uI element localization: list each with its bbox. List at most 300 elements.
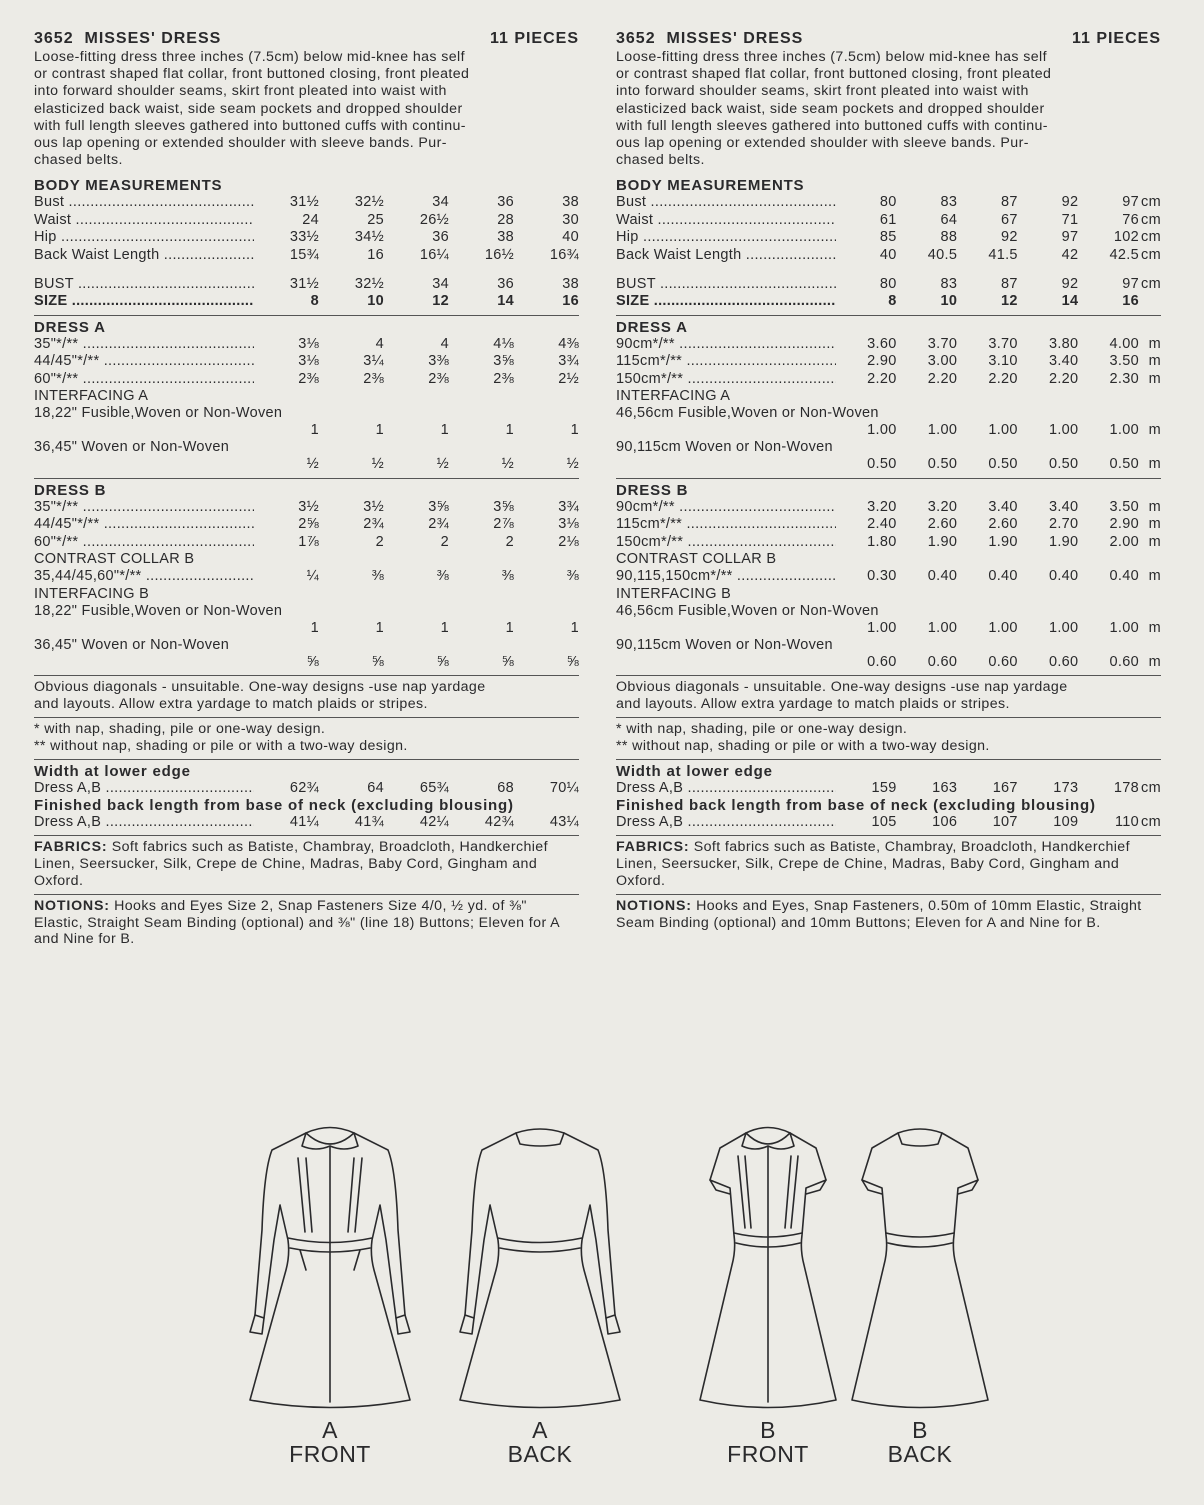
size-value: 31½ bbox=[289, 194, 319, 211]
row-label: BUST ..... bbox=[616, 276, 836, 293]
size-value: 0.60 bbox=[927, 653, 958, 670]
size-value: 3⅛ bbox=[298, 335, 319, 352]
size-value: ⅝ bbox=[306, 653, 319, 670]
size-value: 34 bbox=[432, 194, 449, 211]
size-value: 14 bbox=[1061, 293, 1079, 310]
size-value: 71 bbox=[1061, 211, 1079, 228]
size-value: ⅝ bbox=[566, 653, 579, 670]
nap-notes: * with nap, shading, pile or one-way design. ** without nap, shading or pile or with a two-way design. bbox=[616, 720, 990, 754]
size-value: 36 bbox=[432, 229, 449, 246]
size-value: 4 bbox=[375, 335, 384, 352]
size-value: ⅝ bbox=[371, 653, 384, 670]
size-value: 41¾ bbox=[354, 813, 384, 830]
row-label: 90,115cm Woven or Non-Woven bbox=[616, 439, 833, 456]
table-row bbox=[616, 780, 1161, 797]
size-row bbox=[34, 293, 579, 310]
fabrics-text: FABRICS: Soft fabrics such as Batiste, Chambray, Broadcloth, Handkerchief Linen, Seersucker, Silk, Crepe de Chine, Madras, Baby Cord, Gingham and Oxford. bbox=[34, 839, 548, 889]
length-heading: Finished back length from base of neck (excluding blousing) bbox=[616, 796, 1096, 814]
size-value: 3.50 bbox=[1109, 353, 1139, 370]
size-value: 0.60 bbox=[867, 653, 897, 670]
size-value: 65¾ bbox=[419, 779, 449, 796]
row-label: Hip ..... bbox=[616, 229, 836, 246]
collar-b-yardage bbox=[616, 568, 1161, 585]
length-row bbox=[616, 814, 1161, 831]
fabrics-text: FABRICS: Soft fabrics such as Batiste, Chambray, Broadcloth, Handkerchief Linen, Seersucker, Silk, Crepe de Chine, Madras, Baby Cord, Gingham and Oxford. bbox=[616, 839, 1130, 889]
size-value: 3.20 bbox=[927, 498, 958, 515]
size-value: 3.80 bbox=[1048, 335, 1079, 352]
piece-count: 11 PIECES bbox=[489, 30, 579, 47]
size-value: 107 bbox=[992, 813, 1018, 830]
size-value: 70¼ bbox=[549, 779, 579, 796]
size-value: 16½ bbox=[484, 246, 514, 263]
size-value: 178 bbox=[1113, 779, 1139, 796]
size-value: 83 bbox=[940, 194, 958, 211]
size-value: 97 bbox=[1061, 229, 1079, 246]
table-row bbox=[616, 654, 1161, 671]
row-label: 150cm*/** ..... bbox=[616, 371, 836, 388]
size-value: 16 bbox=[562, 293, 579, 310]
row-label: 18,22" Fusible,Woven or Non-Woven bbox=[34, 405, 283, 422]
size-value: ½ bbox=[306, 456, 319, 473]
size-value: 24 bbox=[302, 211, 319, 228]
size-value: 10 bbox=[367, 293, 384, 310]
row-label: SIZE ..... bbox=[34, 293, 254, 310]
unit-label: m bbox=[1148, 653, 1161, 670]
size-value: 3¾ bbox=[558, 353, 579, 370]
size-value: 97 bbox=[1122, 194, 1139, 211]
row-label: Dress A,B ..... bbox=[616, 814, 836, 831]
size-value: 8 bbox=[310, 293, 319, 310]
row-label: Bust ..... bbox=[34, 194, 254, 211]
row-label: 35,44/45,60"*/** ..... bbox=[34, 568, 254, 585]
table-row bbox=[616, 422, 1161, 439]
size-value: ½ bbox=[566, 456, 579, 473]
size-value: 3.40 bbox=[1048, 353, 1079, 370]
unit-label: cm bbox=[1141, 211, 1161, 228]
size-value: 40 bbox=[879, 246, 897, 263]
size-value: 4 bbox=[440, 335, 449, 352]
table-row bbox=[616, 336, 1161, 353]
size-value: 0.40 bbox=[1109, 568, 1139, 585]
size-value: 0.50 bbox=[927, 456, 958, 473]
size-value: 2⅜ bbox=[493, 370, 514, 387]
size-value: 92 bbox=[1061, 276, 1079, 293]
size-value: 3⅛ bbox=[298, 353, 319, 370]
size-value: 0.40 bbox=[927, 568, 958, 585]
view-b-front-drawing bbox=[700, 1128, 836, 1408]
size-value: 3⅝ bbox=[493, 353, 514, 370]
table-row bbox=[34, 371, 579, 388]
unit-label: m bbox=[1148, 370, 1161, 387]
size-value: 92 bbox=[1061, 194, 1079, 211]
size-value: 33½ bbox=[289, 229, 319, 246]
width-row bbox=[616, 780, 1161, 797]
table-row bbox=[34, 534, 579, 551]
size-value: ⅜ bbox=[566, 568, 579, 585]
dress-b-heading: DRESS B bbox=[616, 481, 689, 499]
body-measurements-table bbox=[616, 194, 1161, 264]
size-value: 3½ bbox=[298, 498, 319, 515]
size-value: ⅜ bbox=[371, 568, 384, 585]
size-value: 14 bbox=[497, 293, 514, 310]
row-label: BUST ..... bbox=[34, 276, 254, 293]
size-value: 2.00 bbox=[1109, 533, 1139, 550]
row-label: 18,22" Fusible,Woven or Non-Woven bbox=[34, 602, 283, 619]
size-value: 32½ bbox=[354, 276, 384, 293]
dress-a-yardage bbox=[616, 336, 1161, 388]
unit-label: m bbox=[1148, 353, 1161, 370]
size-value: 1 bbox=[505, 619, 514, 636]
size-value: 1.00 bbox=[867, 619, 897, 636]
dress-a-heading: DRESS A bbox=[616, 318, 688, 336]
imperial-column bbox=[34, 30, 579, 948]
size-value: 4.00 bbox=[1109, 335, 1139, 352]
interfacing-b-heading: INTERFACING B bbox=[616, 585, 732, 602]
table-row bbox=[616, 247, 1161, 264]
length-heading: Finished back length from base of neck (excluding blousing) bbox=[34, 796, 514, 814]
size-value: ½ bbox=[371, 456, 384, 473]
row-label: 150cm*/** ..... bbox=[616, 534, 836, 551]
size-value: 16 bbox=[367, 246, 384, 263]
metric-column bbox=[616, 30, 1161, 931]
table-row bbox=[34, 456, 579, 473]
unit-label: m bbox=[1148, 335, 1161, 352]
collar-b-yardage bbox=[34, 568, 579, 585]
size-value: 1.90 bbox=[988, 533, 1018, 550]
row-label: Waist ..... bbox=[34, 212, 254, 229]
size-value: 1.00 bbox=[1048, 619, 1079, 636]
view-a-front-drawing bbox=[250, 1128, 410, 1408]
size-value: 3.20 bbox=[867, 498, 897, 515]
size-value: 67 bbox=[1001, 211, 1018, 228]
size-row bbox=[616, 293, 1161, 310]
size-value: 34½ bbox=[354, 229, 384, 246]
size-value: 3¾ bbox=[558, 498, 579, 515]
size-value: 64 bbox=[367, 779, 384, 796]
size-value: 87 bbox=[1001, 194, 1018, 211]
row-label: Hip ..... bbox=[34, 229, 254, 246]
size-value: 102 bbox=[1113, 229, 1139, 246]
size-value: 2 bbox=[375, 533, 384, 550]
size-value: 2.20 bbox=[988, 370, 1018, 387]
size-value: 15¾ bbox=[289, 246, 319, 263]
nap-notes: * with nap, shading, pile or one-way design. ** without nap, shading or pile or with a two-way design. bbox=[34, 720, 408, 754]
table-row bbox=[616, 456, 1161, 473]
table-row bbox=[34, 293, 579, 310]
table-row bbox=[34, 654, 579, 671]
view-a-back-caption: A BACK bbox=[507, 1417, 573, 1467]
table-row bbox=[616, 276, 1161, 293]
dress-a-yardage bbox=[34, 336, 579, 388]
size-value: ⅝ bbox=[436, 653, 449, 670]
size-value: ⅜ bbox=[501, 568, 514, 585]
dress-b-yardage bbox=[34, 499, 579, 551]
size-value: 2¾ bbox=[428, 516, 449, 533]
size-value: 28 bbox=[497, 211, 514, 228]
size-value: 2.20 bbox=[1048, 370, 1079, 387]
bust-row bbox=[616, 276, 1161, 293]
pattern-description: Loose-fitting dress three inches (7.5cm) below mid-knee has self or contrast shaped flat collar, front buttoned closing, front pleated into forward shoulder seams, skirt front pleated into waist with elasticized back waist, side seam pockets and dropped shoulder with full length sleeves gathered into buttoned cuffs with continu- ous lap opening or extended shoulder with sleeve bands. Pur- chased belts. bbox=[34, 49, 470, 169]
size-value: 3⅛ bbox=[558, 516, 579, 533]
dress-b-heading: DRESS B bbox=[34, 481, 107, 499]
size-value: 2.40 bbox=[867, 516, 897, 533]
size-value: 0.50 bbox=[1109, 456, 1139, 473]
size-value: 88 bbox=[940, 229, 958, 246]
size-value: 1.00 bbox=[927, 619, 958, 636]
size-value: 0.30 bbox=[867, 568, 897, 585]
row-label: 36,45" Woven or Non-Woven bbox=[34, 439, 230, 456]
size-value: 110 bbox=[1114, 813, 1139, 830]
size-value: 3.60 bbox=[867, 335, 897, 352]
table-row bbox=[616, 293, 1161, 310]
size-value: 61 bbox=[879, 211, 897, 228]
table-row bbox=[34, 568, 579, 585]
table-row bbox=[616, 814, 1161, 831]
view-a-front-caption: A FRONT bbox=[289, 1417, 371, 1467]
row-label: Dress A,B ..... bbox=[616, 780, 836, 797]
size-value: 1.00 bbox=[927, 422, 958, 439]
table-row bbox=[616, 499, 1161, 516]
width-row bbox=[34, 780, 579, 797]
size-value: 25 bbox=[367, 211, 384, 228]
size-value: 1 bbox=[570, 619, 579, 636]
size-value: 1 bbox=[310, 619, 319, 636]
size-value: 3.40 bbox=[988, 498, 1018, 515]
interfacing-a-yardage bbox=[616, 405, 1161, 474]
size-value: 36 bbox=[497, 194, 514, 211]
size-value: 1 bbox=[375, 619, 384, 636]
unit-label: cm bbox=[1141, 246, 1161, 263]
size-value: 2.30 bbox=[1109, 370, 1139, 387]
size-value: 83 bbox=[940, 276, 958, 293]
size-value: 2.90 bbox=[867, 353, 897, 370]
row-label: 90,115,150cm*/** ..... bbox=[616, 568, 836, 585]
size-value: 0.60 bbox=[1109, 653, 1139, 670]
pattern-header bbox=[616, 30, 1161, 48]
table-row bbox=[34, 499, 579, 516]
unit-label: m bbox=[1148, 422, 1161, 439]
size-value: 31½ bbox=[289, 276, 319, 293]
size-value: 3.70 bbox=[927, 335, 958, 352]
table-row bbox=[34, 194, 579, 211]
size-value: 163 bbox=[932, 779, 958, 796]
size-value: 2.90 bbox=[1109, 516, 1139, 533]
size-value: 159 bbox=[871, 779, 897, 796]
size-value: 3.00 bbox=[927, 353, 958, 370]
unit-label: m bbox=[1148, 498, 1161, 515]
size-value: 38 bbox=[562, 194, 579, 211]
size-value: 1⅞ bbox=[298, 533, 319, 550]
size-value: 3⅝ bbox=[428, 498, 449, 515]
view-drawings bbox=[0, 1110, 1204, 1500]
size-value: 1.80 bbox=[867, 533, 897, 550]
size-value: 2⅞ bbox=[493, 516, 514, 533]
size-value: 0.50 bbox=[867, 456, 897, 473]
size-value: 62¾ bbox=[289, 779, 319, 796]
size-value: 42.5 bbox=[1109, 246, 1139, 263]
size-value: 109 bbox=[1053, 813, 1079, 830]
row-label: Bust ..... bbox=[616, 194, 836, 211]
unit-label: cm bbox=[1141, 276, 1161, 293]
size-value: 41.5 bbox=[988, 246, 1018, 263]
size-value: 41¼ bbox=[289, 813, 319, 830]
interfacing-b-yardage bbox=[34, 603, 579, 672]
unit-label: m bbox=[1148, 619, 1161, 636]
table-row bbox=[34, 212, 579, 229]
dress-illustrations bbox=[0, 1110, 1204, 1500]
unit-label: cm bbox=[1141, 194, 1161, 211]
size-value: 2.60 bbox=[927, 516, 958, 533]
body-measurements-table bbox=[34, 194, 579, 264]
size-value: 1 bbox=[505, 422, 514, 439]
table-row bbox=[34, 353, 579, 370]
size-value: 92 bbox=[1001, 229, 1018, 246]
table-row bbox=[34, 780, 579, 797]
table-row bbox=[616, 371, 1161, 388]
size-value: 40.5 bbox=[927, 246, 958, 263]
size-value: 1.00 bbox=[1109, 619, 1139, 636]
interfacing-a-yardage bbox=[34, 405, 579, 474]
size-value: 3⅜ bbox=[428, 353, 449, 370]
size-value: 0.40 bbox=[988, 568, 1018, 585]
table-row bbox=[34, 276, 579, 293]
unit-label: m bbox=[1148, 456, 1161, 473]
size-value: 43¼ bbox=[549, 813, 579, 830]
table-row bbox=[616, 534, 1161, 551]
size-value: 1 bbox=[570, 422, 579, 439]
size-value: 3½ bbox=[363, 498, 384, 515]
size-value: 3.40 bbox=[1048, 498, 1079, 515]
size-value: 0.60 bbox=[988, 653, 1018, 670]
width-heading: Width at lower edge bbox=[34, 762, 191, 780]
notions-text: NOTIONS: Hooks and Eyes Size 2, Snap Fasteners Size 4/0, ½ yd. of ⅜" Elastic, Straight Seam Binding (optional) and ⅜" (line 18) Buttons; Eleven for A and Nine for B. bbox=[34, 897, 560, 948]
size-value: 87 bbox=[1001, 276, 1018, 293]
size-value: 0.40 bbox=[1048, 568, 1079, 585]
layout-note: Obvious diagonals - unsuitable. One-way designs -use nap yardage and layouts. Allow extra yardage to match plaids or stripes. bbox=[34, 679, 486, 713]
bust-row bbox=[34, 276, 579, 293]
size-value: 80 bbox=[879, 194, 897, 211]
size-value: 173 bbox=[1053, 779, 1079, 796]
table-row bbox=[616, 516, 1161, 533]
size-value: 1.90 bbox=[1048, 533, 1079, 550]
size-value: 32½ bbox=[354, 194, 384, 211]
size-value: 16¼ bbox=[419, 246, 449, 263]
row-label: Waist ..... bbox=[616, 212, 836, 229]
row-label: 36,45" Woven or Non-Woven bbox=[34, 636, 230, 653]
size-value: 12 bbox=[1001, 293, 1018, 310]
size-value: 4⅜ bbox=[558, 335, 579, 352]
row-label: 46,56cm Fusible,Woven or Non-Woven bbox=[616, 405, 879, 422]
row-label: 46,56cm Fusible,Woven or Non-Woven bbox=[616, 602, 879, 619]
table-row bbox=[34, 422, 579, 439]
unit-label: m bbox=[1148, 568, 1161, 585]
interfacing-a-heading: INTERFACING A bbox=[34, 388, 149, 405]
size-value: 0.50 bbox=[988, 456, 1018, 473]
table-row bbox=[616, 194, 1161, 211]
size-value: 2⅜ bbox=[363, 370, 384, 387]
interfacing-a-heading: INTERFACING A bbox=[616, 388, 731, 405]
row-label: Back Waist Length ..... bbox=[616, 247, 836, 264]
table-row bbox=[616, 620, 1161, 637]
size-value: 36 bbox=[497, 276, 514, 293]
row-label: 90,115cm Woven or Non-Woven bbox=[616, 636, 833, 653]
interfacing-b-yardage bbox=[616, 603, 1161, 672]
size-value: 1 bbox=[440, 422, 449, 439]
table-row bbox=[616, 353, 1161, 370]
size-value: 97 bbox=[1122, 276, 1139, 293]
size-value: 0.60 bbox=[1048, 653, 1079, 670]
size-value: 0.50 bbox=[1048, 456, 1079, 473]
table-row bbox=[34, 229, 579, 246]
unit-label: cm bbox=[1141, 779, 1161, 796]
size-value: 106 bbox=[932, 813, 958, 830]
pattern-header bbox=[34, 30, 579, 48]
row-label: SIZE ..... bbox=[616, 293, 836, 310]
body-measurements-heading: BODY MEASUREMENTS bbox=[34, 177, 223, 195]
size-value: 12 bbox=[432, 293, 449, 310]
size-value: 42¼ bbox=[419, 813, 449, 830]
size-value: ⅜ bbox=[436, 568, 449, 585]
table-row bbox=[34, 247, 579, 264]
row-label: Dress A,B ..... bbox=[34, 780, 254, 797]
unit-label: cm bbox=[1141, 229, 1161, 246]
interfacing-b-heading: INTERFACING B bbox=[34, 585, 150, 602]
size-value: 2⅜ bbox=[298, 370, 319, 387]
size-value: 80 bbox=[879, 276, 897, 293]
pattern-description: Loose-fitting dress three inches (7.5cm) below mid-knee has self or contrast shaped flat collar, front buttoned closing, front pleated into forward shoulder seams, skirt front pleated into waist with elasticized back waist, side seam pockets and dropped shoulder with full length sleeves gathered into buttoned cuffs with continu- ous lap opening or extended shoulder with sleeve bands. Pur- chased belts. bbox=[616, 49, 1052, 169]
size-value: 2.70 bbox=[1048, 516, 1079, 533]
size-value: 76 bbox=[1122, 211, 1139, 228]
row-label: 35"*/** ..... bbox=[34, 336, 254, 353]
size-value: 2⅝ bbox=[298, 516, 319, 533]
size-value: 2.20 bbox=[927, 370, 958, 387]
size-value: 64 bbox=[940, 211, 958, 228]
unit-label: m bbox=[1148, 516, 1161, 533]
piece-count: 11 PIECES bbox=[1071, 30, 1161, 47]
size-value: ½ bbox=[501, 456, 514, 473]
unit-label: m bbox=[1148, 533, 1161, 550]
size-value: 1.00 bbox=[867, 422, 897, 439]
size-value: 40 bbox=[562, 229, 579, 246]
size-value: 2¾ bbox=[363, 516, 384, 533]
row-label: 115cm*/** ..... bbox=[616, 353, 836, 370]
size-value: 16 bbox=[1122, 293, 1139, 310]
size-value: 3¼ bbox=[363, 353, 384, 370]
size-value: 1.00 bbox=[988, 422, 1018, 439]
view-b-front-caption: B FRONT bbox=[727, 1417, 809, 1467]
size-value: 38 bbox=[562, 276, 579, 293]
size-value: 10 bbox=[940, 293, 958, 310]
size-value: 85 bbox=[879, 229, 897, 246]
size-value: 16¾ bbox=[549, 246, 579, 263]
table-row bbox=[34, 336, 579, 353]
dress-b-yardage bbox=[616, 499, 1161, 551]
size-value: 3.70 bbox=[988, 335, 1018, 352]
size-value: 1.90 bbox=[927, 533, 958, 550]
row-label: 60"*/** ..... bbox=[34, 534, 254, 551]
width-heading: Width at lower edge bbox=[616, 762, 773, 780]
pattern-title: 3652 MISSES' DRESS bbox=[616, 30, 804, 47]
size-value: 3.10 bbox=[988, 353, 1018, 370]
row-label: 115cm*/** ..... bbox=[616, 516, 836, 533]
dress-a-heading: DRESS A bbox=[34, 318, 106, 336]
row-label: 60"*/** ..... bbox=[34, 371, 254, 388]
collar-b-heading: CONTRAST COLLAR B bbox=[616, 551, 777, 568]
size-value: 1 bbox=[375, 422, 384, 439]
size-value: ⅝ bbox=[501, 653, 514, 670]
body-measurements-heading: BODY MEASUREMENTS bbox=[616, 177, 805, 195]
pattern-title: 3652 MISSES' DRESS bbox=[34, 30, 222, 47]
